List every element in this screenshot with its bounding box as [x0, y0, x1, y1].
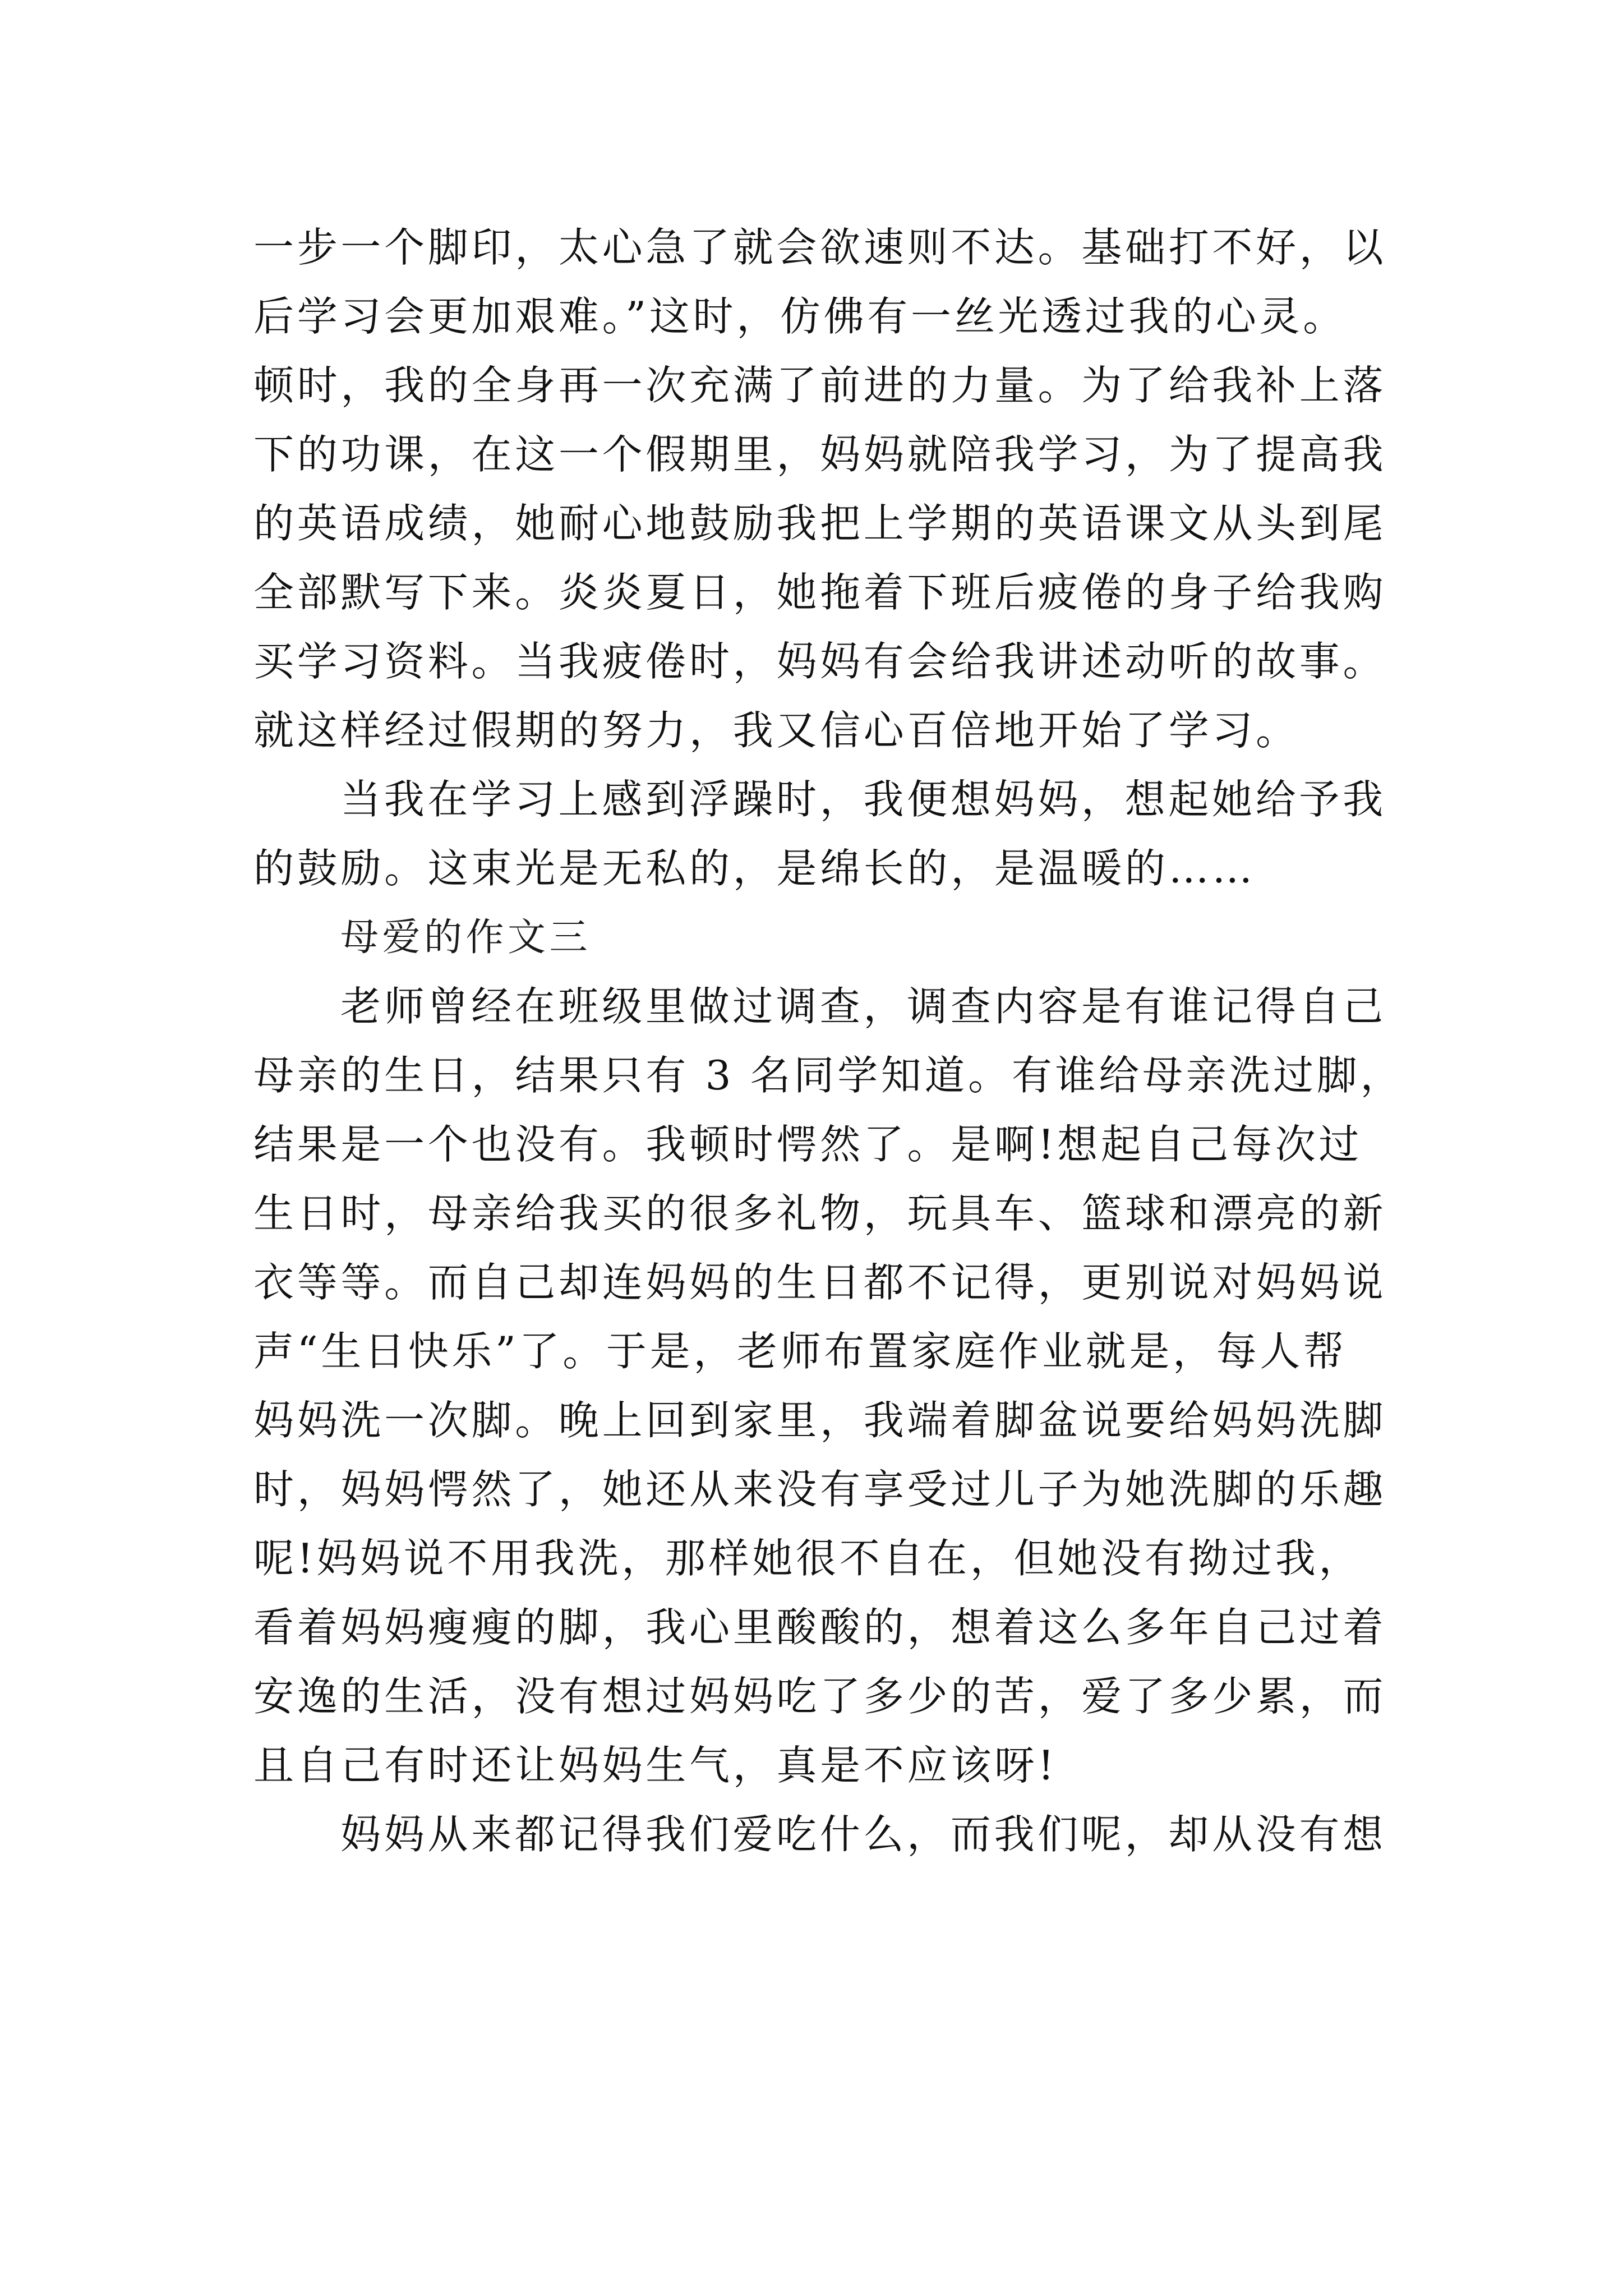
section-heading-block	[253, 903, 1409, 972]
paragraph	[253, 765, 1409, 903]
text-line: 结果是一个也没有。我顿时愕然了。是啊!想起自己每次过	[253, 1121, 1363, 1168]
text-line: 时，妈妈愕然了，她还从来没有享受过儿子为她洗脚的乐趣	[253, 1466, 1387, 1513]
text-line: 看着妈妈瘦瘦的脚，我心里酸酸的，想着这么多年自己过着	[253, 1604, 1387, 1651]
text-line: 声“生日快乐”了。于是，老师布置家庭作业就是，每人帮	[253, 1328, 1347, 1375]
paragraph	[253, 1800, 1409, 1869]
text-line: 安逸的生活，没有想过妈妈吃了多少的苦，爱了多少累，而	[253, 1673, 1387, 1720]
text-line: 的英语成绩，她耐心地鼓励我把上学期的英语课文从头到尾	[253, 500, 1387, 547]
section-heading: 母爱的作文三	[340, 915, 592, 960]
text-line: 老师曾经在班级里做过调查，调查内容是有谁记得自己	[340, 983, 1386, 1030]
text-line: 顿时，我的全身再一次充满了前进的力量。为了给我补上落	[253, 362, 1387, 409]
text-line: 全部默写下来。炎炎夏日，她拖着下班后疲倦的身子给我购	[253, 569, 1387, 616]
text-line: 当我在学习上感到浮躁时，我便想妈妈，想起她给予我	[340, 776, 1386, 823]
text-line: 下的功课，在这一个假期里，妈妈就陪我学习，为了提高我	[253, 431, 1387, 478]
paragraph	[253, 972, 1409, 1800]
text-line: 且自己有时还让妈妈生气，真是不应该呀!	[253, 1742, 1058, 1789]
text-line: 衣等等。而自己却连妈妈的生日都不记得，更别说对妈妈说	[253, 1259, 1387, 1306]
paragraph	[253, 213, 1409, 765]
text-line: 妈妈从来都记得我们爱吃什么，而我们呢，却从没有想	[340, 1811, 1386, 1858]
text-line: 后学习会更加艰难。”这时，仿佛有一丝光透过我的心灵。	[253, 293, 1347, 340]
text-line: 的鼓励。这束光是无私的，是绵长的，是温暖的……	[253, 845, 1256, 892]
text-line: 母亲的生日，结果只有 3 名同学知道。有谁给母亲洗过脚，	[253, 1052, 1404, 1099]
text-line: 呢!妈妈说不用我洗，那样她很不自在，但她没有拗过我，	[253, 1535, 1363, 1582]
text-line: 生日时，母亲给我买的很多礼物，玩具车、篮球和漂亮的新	[253, 1190, 1387, 1237]
text-line: 一步一个脚印，太心急了就会欲速则不达。基础打不好，以	[253, 224, 1387, 271]
document-body	[253, 213, 1409, 1869]
text-line: 买学习资料。当我疲倦时，妈妈有会给我讲述动听的故事。	[253, 638, 1387, 685]
text-line: 妈妈洗一次脚。晚上回到家里，我端着脚盆说要给妈妈洗脚	[253, 1397, 1387, 1444]
text-line: 就这样经过假期的努力，我又信心百倍地开始了学习。	[253, 707, 1299, 754]
